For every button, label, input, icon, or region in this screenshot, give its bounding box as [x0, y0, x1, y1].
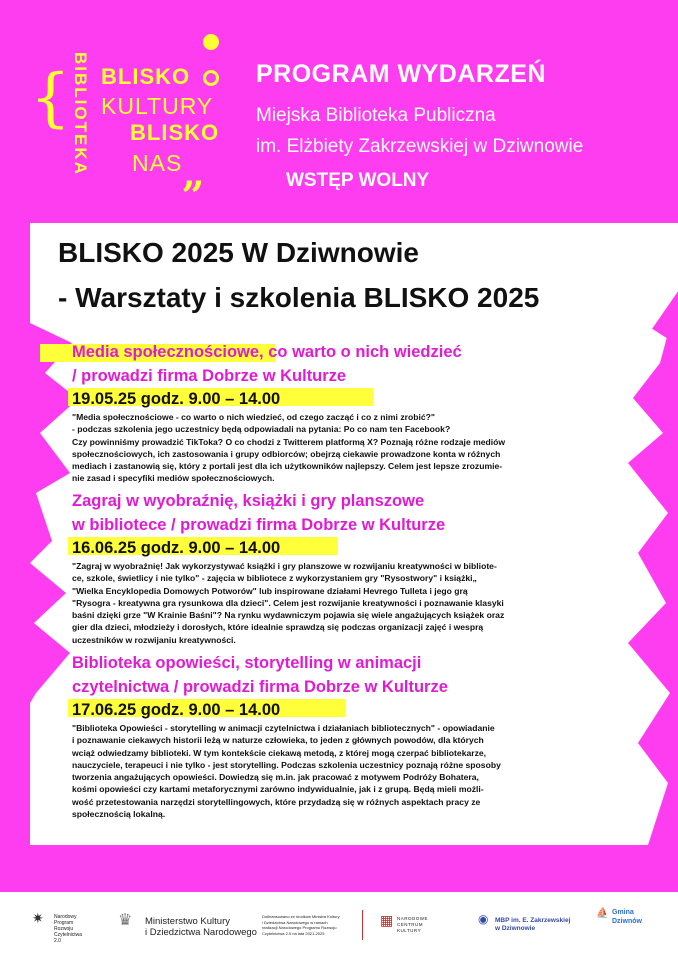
logo-line-2: KULTURY	[101, 93, 214, 119]
event-section-1	[40, 340, 640, 485]
desc-line: baśni dzięki grze "W Krainie Baśni"? Na rynku wydawniczym pojawia się wiele angażujących książek oraz	[72, 610, 505, 621]
funding-line: realizacji Narodowego Programu Rozwoju	[262, 925, 337, 930]
desc-line: - podczas szkolenia jego uczestnicy będą odpowiadali na pytania: Po co nam ten Facebook?	[72, 424, 451, 435]
nck-line: KULTURY	[397, 928, 422, 933]
event-title-rest: storytelling w animacji	[239, 654, 422, 672]
desc-line: "Wielka Encyklopedia Domowych Potworów" lub inspirowane działami Hevrego Tulleta i jego grą	[72, 585, 468, 596]
free-entry-label: WSTĘP WOLNY	[286, 170, 430, 191]
mbp-line: MBP im. E. Zakrzewskiej	[495, 917, 571, 924]
logo-quote-mark: „	[182, 150, 206, 197]
event-date: 16.06.25 godz. 9.00 – 14.00	[72, 539, 281, 557]
nprc-line: Czytelnictwa	[54, 932, 83, 938]
desc-line: wość przetestowania narzędzi storytellingowych, które przydadzą się w różnych aspektach pracy ze	[72, 796, 481, 807]
event-title-rest: książki i gry planszowe	[237, 492, 425, 510]
desc-line: Czy powinniśmy prowadzić TikToka? O co chodzi z Twitterem platformą X? Poznają różne rodzaje mediów	[72, 436, 506, 447]
desc-line: kośmi opowieści czy kartami metaforycznymi zarówno indywidualnie, jak i z grupą. Będą mieli możli-	[72, 784, 484, 795]
funding-line: Czytelnictwa 2.0 na lata 2021-2025	[262, 930, 325, 936]
logo-ring	[203, 70, 219, 86]
event-title	[40, 651, 640, 675]
nprc-line: Program	[54, 920, 74, 926]
nprc-line: Narodowy	[54, 914, 77, 920]
ministry-logo-text	[145, 916, 257, 938]
nck-logo-icon: ▦	[380, 912, 394, 928]
eagle-emblem-icon: ♛	[118, 912, 133, 929]
program-title: PROGRAM WYDARZEŃ	[256, 60, 546, 88]
logo-line-4: NAS	[132, 150, 183, 176]
main-title-line-1: BLISKO 2025 W Dziwnowie	[58, 237, 419, 268]
nck-logo-text	[397, 916, 428, 934]
desc-line: "Media społecznościowe - co warto o nich wiedzieć, od czego zacząć i co z nimi zrobić?"	[72, 412, 435, 422]
nprc-line: Rozwoju	[54, 926, 74, 932]
gmina-line: Dziwnów	[612, 918, 642, 925]
nprc-logo-icon: ✷	[32, 910, 44, 926]
logo-dots	[203, 34, 221, 94]
nprc-logo-text	[54, 914, 82, 944]
event-subtitle: czytelnictwa / prowadzi firma Dobrze w Kulturze	[72, 678, 448, 696]
funding-line: i Dziedzictwa Narodowego w ramach	[262, 919, 328, 925]
desc-line: uczestników w rozwijaniu kreatywności.	[72, 634, 236, 645]
logo-dot	[203, 34, 219, 50]
desc-line: "Rysogra - kreatywna gra rysunkowa dla dzieci". Celem jest rozwijanie kreatywności i poznawanie klasyki	[72, 597, 504, 608]
event-description	[40, 411, 532, 485]
mbp-logo-text	[495, 917, 570, 933]
gmina-logo-icon: ⛵	[596, 908, 609, 919]
event-section-2	[40, 489, 640, 646]
desc-line: społecznościowych, ich zastosowania i grupy odbiorców; obejrzą ciekawie prowadzone konta w różnych	[72, 448, 501, 459]
desc-line: mediach i zastanowią się, który z portali jest dla ich użytkowników najlepszy. Celem jest lepsze zrozumie-	[72, 461, 503, 472]
footer-logos	[0, 892, 678, 960]
desc-line: nie zasad i specyfiki mediów społecznościowych.	[72, 473, 275, 484]
logo-line-3: BLISKO	[130, 120, 220, 145]
event-section-3	[40, 651, 640, 820]
gmina-logo-text	[612, 908, 642, 926]
nck-line: CENTRUM	[397, 922, 423, 927]
event-title	[40, 340, 640, 364]
event-title-emphasis: Biblioteka opowieści,	[72, 654, 240, 672]
desc-line: społecznością lokalną.	[72, 809, 166, 820]
desc-line: i poznawanie ciekawych historii leżą w naturze człowieka, to jeden z głównych powodów, dla których	[72, 735, 484, 746]
desc-line: wciąż odwiedzamy biblioteki. W tym kontekście ciekawą metodą, z której mogą czerpać bibliotekarze,	[72, 747, 487, 758]
event-title-emphasis: Media społecznościowe,	[72, 343, 264, 361]
mbp-line: w Dziwnowie	[495, 925, 536, 932]
library-name-line-2: im. Elżbiety Zakrzewskiej w Dziwnowie	[256, 136, 584, 157]
nprc-line: 2.0	[54, 938, 61, 944]
funding-line: Dofinansowano ze środków Ministra Kultury	[262, 914, 340, 919]
ministry-line: i Dziedzictwa Narodowego	[145, 927, 257, 938]
logo-line-1: BLISKO	[101, 64, 191, 89]
divider	[362, 910, 363, 940]
event-title-rest: co warto o nich wiedzieć	[263, 343, 462, 361]
event-date: 17.06.25 godz. 9.00 – 14.00	[72, 701, 281, 719]
desc-line: nauczyciele, terapeuci i nie tylko - jest storytelling. Podczas szkolenia uczestnicy poznają różne sposoby	[72, 759, 501, 770]
logo-vertical-text: BIBLIOTEKA	[71, 52, 90, 176]
event-title-emphasis: Zagraj w wyobraźnię,	[72, 492, 238, 510]
main-title-line-2: - Warsztaty i szkolenia BLISKO 2025	[58, 282, 540, 313]
library-name-line-1: Miejska Biblioteka Publiczna	[256, 105, 496, 126]
event-title	[40, 489, 640, 513]
logo-brace: {	[30, 61, 71, 135]
gmina-line: Gmina	[612, 909, 634, 916]
event-subtitle: w bibliotece / prowadzi firma Dobrze w Kulturze	[72, 516, 446, 534]
desc-line: gier dla dzieci, młodzieży i dorosłych, które idealnie sprawdzą się podczas organizacji zajęć i wesprą	[72, 622, 484, 633]
event-subtitle: / prowadzi firma Dobrze w Kulturze	[72, 367, 347, 385]
desc-line: tworzenia angażujących opowieści. Dowiedzą się m.in. jak pracować z motywem Podróży Bohatera,	[72, 772, 479, 783]
mbp-logo-icon: ◉	[478, 912, 489, 926]
event-description	[40, 560, 532, 646]
desc-line: ce, szkole, świetlicy i nie tylko" - zajęcia w bibliotece z wykorzystaniem gry "Rysostwory" i książki„	[72, 573, 477, 584]
nck-line: NARODOWE	[397, 916, 428, 921]
funding-note	[262, 914, 340, 936]
desc-line: "Biblioteka Opowieści - storytelling w animacji czytelnictwa i działaniach bibliotecznych" - opowiadanie	[72, 723, 495, 733]
event-date: 19.05.25 godz. 9.00 – 14.00	[72, 390, 281, 408]
desc-line: "Zagraj w wyobraźnię! Jak wykorzystywać książki i gry planszowe w rozwijaniu kreatywności w bibliote-	[72, 561, 497, 571]
event-description	[40, 722, 532, 820]
ministry-line: Ministerstwo Kultury	[145, 916, 230, 927]
